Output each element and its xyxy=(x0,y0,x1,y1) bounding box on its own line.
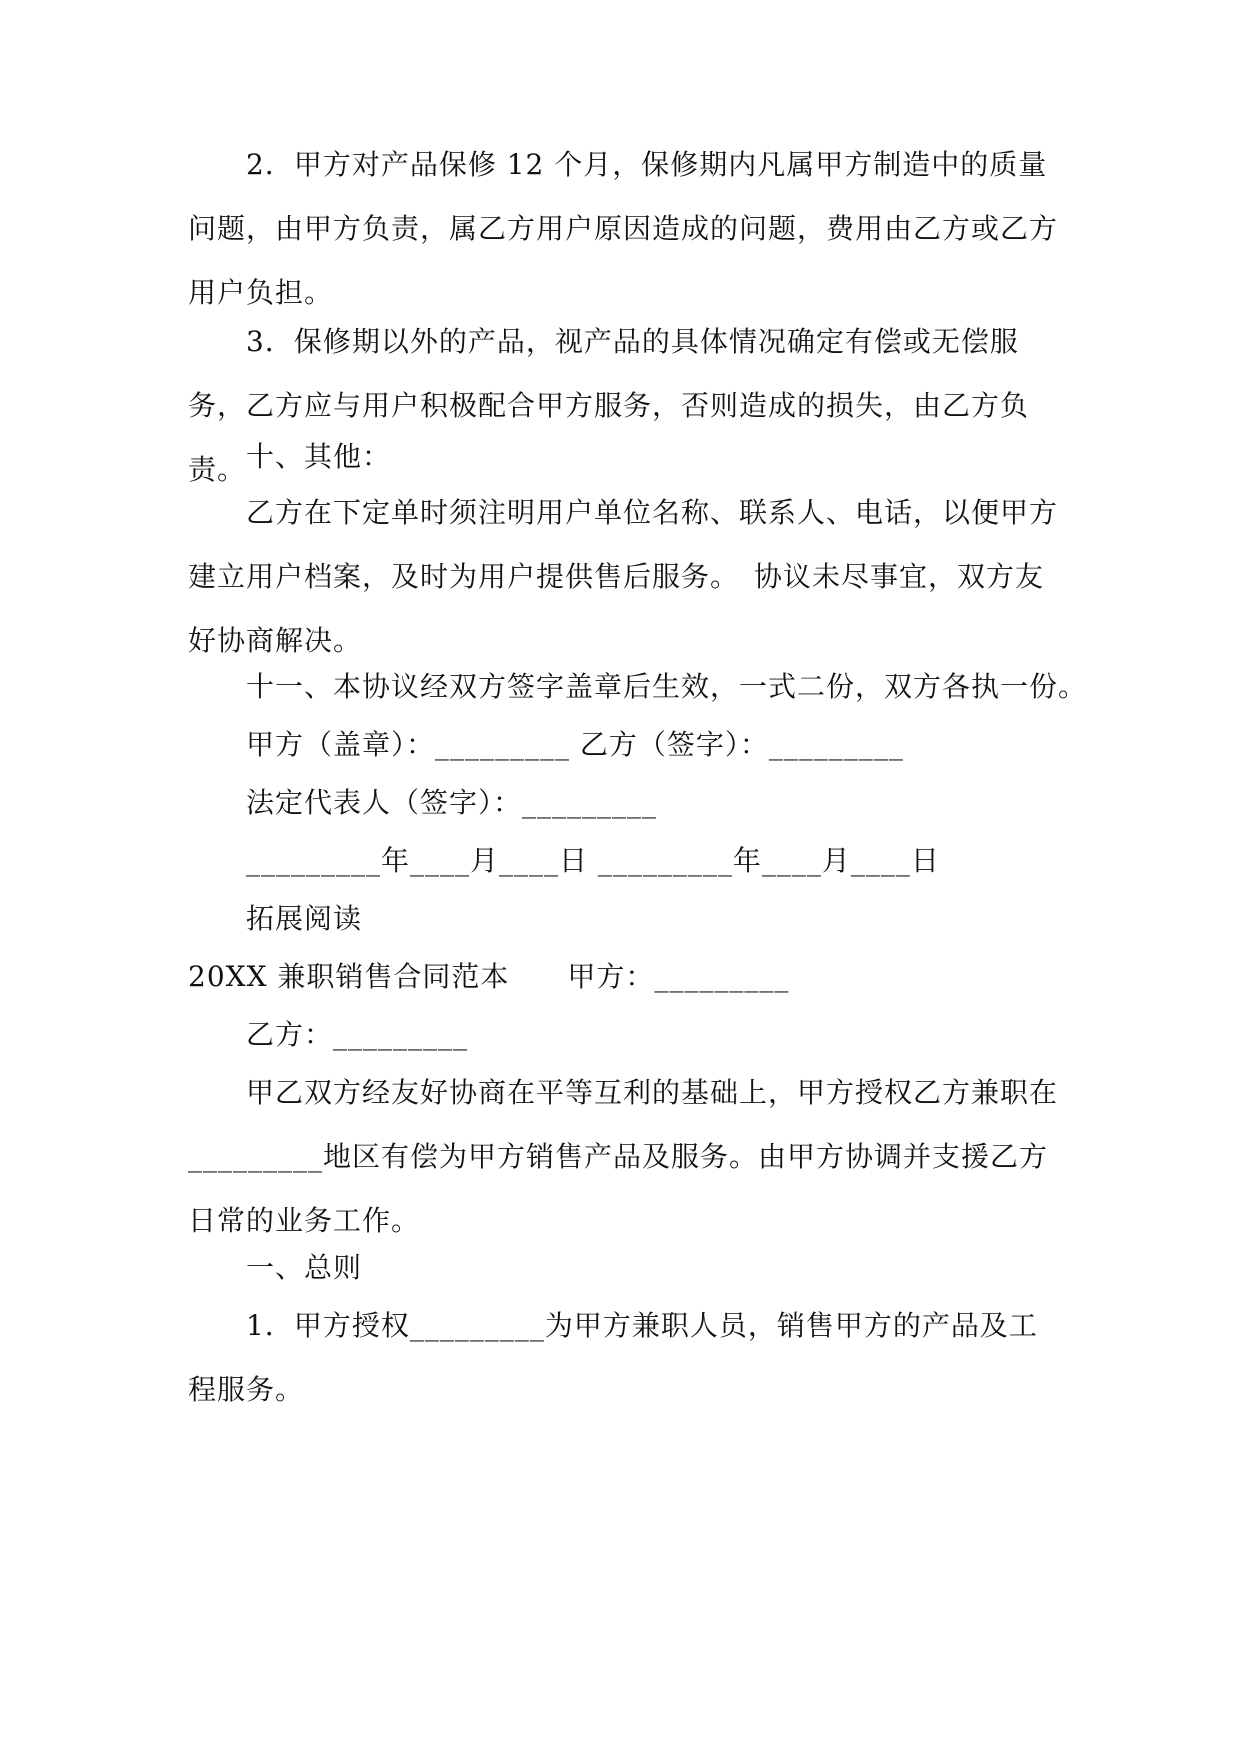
party-b-line: 乙方：_________ xyxy=(246,1018,469,1051)
clause-effective: 十一、本协议经双方签字盖章后生效，一式二份，双方各执一份。 xyxy=(246,670,1088,703)
signature-line-parties: 甲方（盖章）：_________ 乙方（签字）：_________ xyxy=(246,728,904,761)
clause-out-of-warranty: 3．保修期以外的产品，视产品的具体情况确定有偿或无偿服务，乙方应与用户积极配合甲方服务，否则造成的损失，由乙方负责。 xyxy=(188,325,1030,486)
clause-authorization: 1．甲方授权_________为甲方兼职人员，销售甲方的产品及工程服务。 xyxy=(188,1309,1038,1406)
signature-line-dates: _________年____月____日 _________年____月____日 xyxy=(246,844,940,877)
section-heading-general: 一、总则 xyxy=(246,1251,363,1284)
section-heading-other: 十、其他： xyxy=(246,440,392,473)
clause-order-info: 乙方在下定单时须注明用户单位名称、联系人、电话，以便甲方建立用户档案，及时为用户提供售后服务。 协议未尽事宜，双方友好协商解决。 xyxy=(188,496,1059,657)
contract-title-party-a: 20XX 兼职销售合同范本 甲方：_________ xyxy=(188,960,790,993)
clause-warranty-12-months: 2．甲方对产品保修 12 个月，保修期内凡属甲方制造中的质量问题，由甲方负责，属乙方用户原因造成的问题，费用由乙方或乙方用户负担。 xyxy=(188,148,1059,309)
contract-intro: 甲乙双方经友好协商在平等互利的基础上，甲方授权乙方兼职在_________地区有偿为甲方销售产品及服务。由甲方协调并支援乙方日常的业务工作。 xyxy=(188,1076,1059,1237)
signature-line-legal-rep: 法定代表人（签字）：_________ xyxy=(246,786,658,819)
extended-reading-heading: 拓展阅读 xyxy=(246,902,363,935)
